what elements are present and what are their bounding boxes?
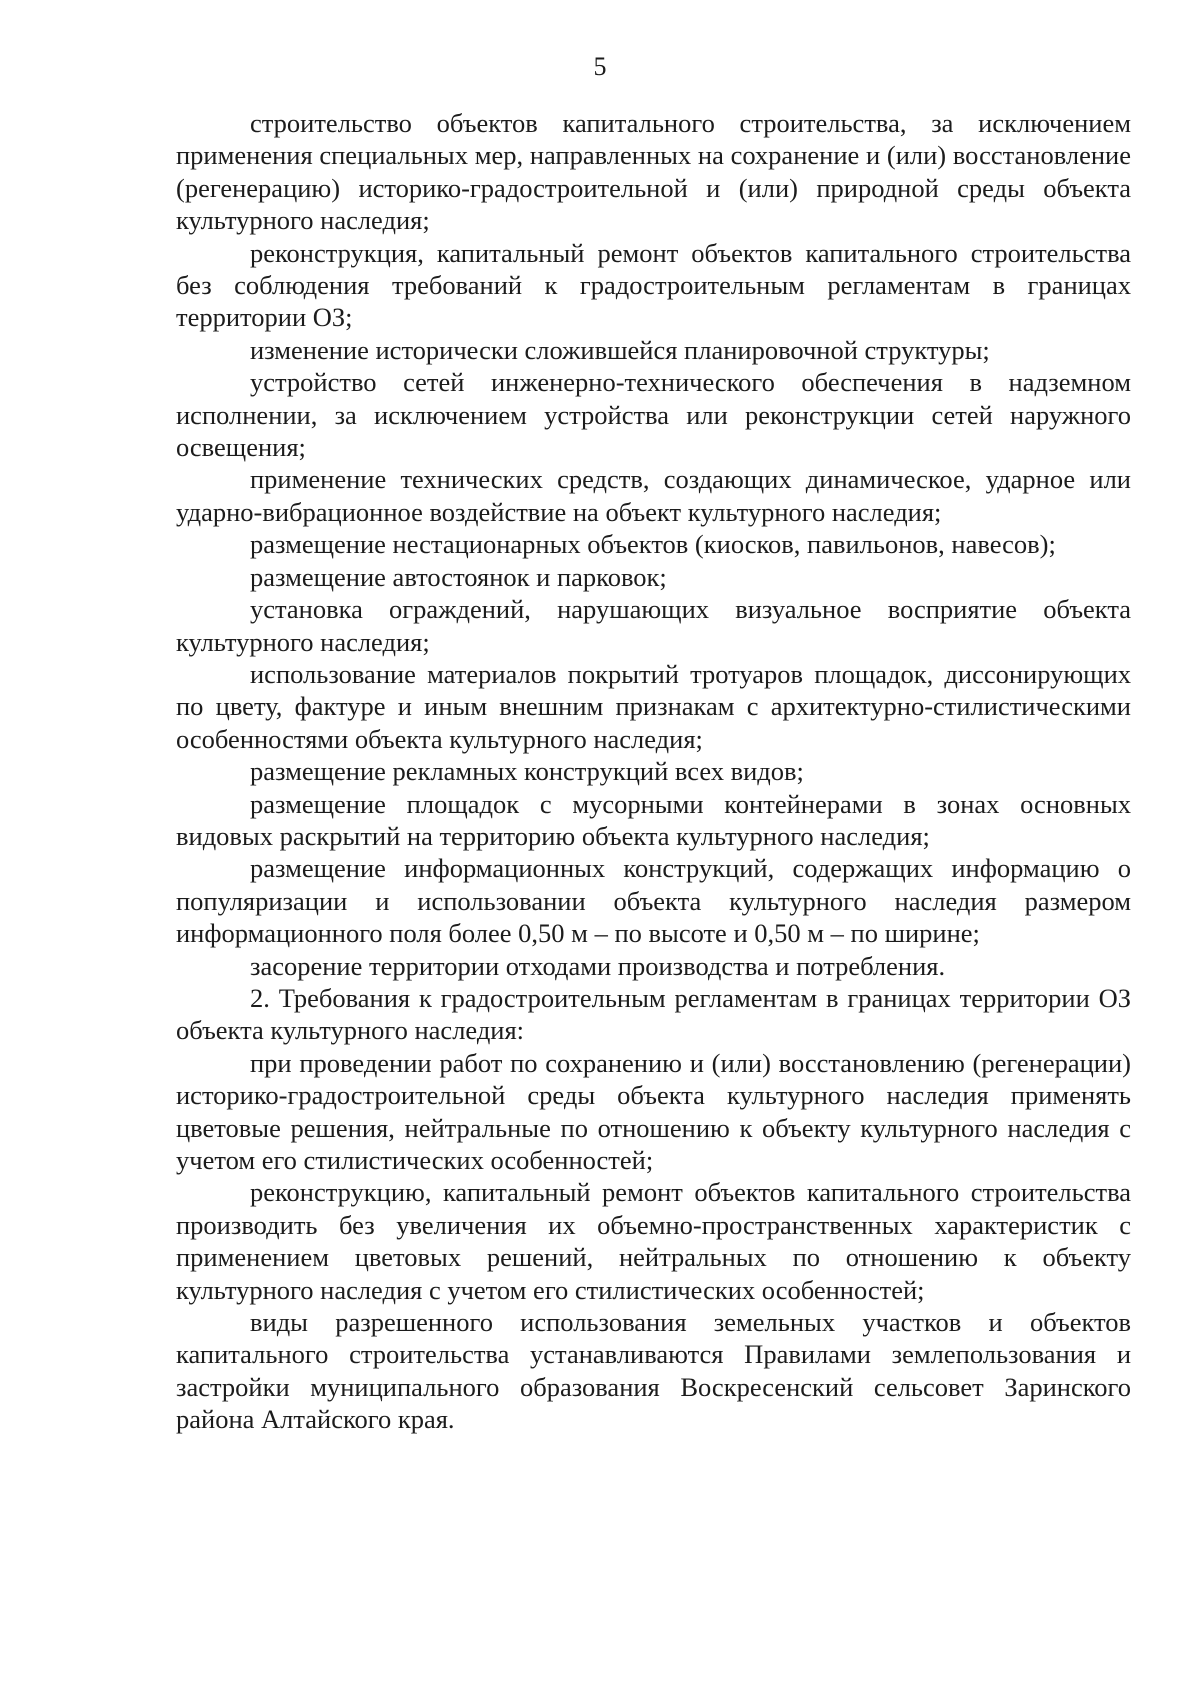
paragraph: применение технических средств, создающих динамическое, ударное или ударно-вибрационное воздействие на объект культурного наследия;	[176, 464, 1131, 527]
paragraph: реконструкция, капитальный ремонт объектов капитального строительства без соблюдения требований к градостроительным регламентам в границах территории ОЗ;	[176, 237, 1131, 333]
paragraph: размещение информационных конструкций, содержащих информацию о популяризации и использовании объекта культурного наследия размером информационного поля более 0,50 м – по высоте и 0,50 м – по ширине;	[176, 853, 1131, 949]
paragraph: установка ограждений, нарушающих визуальное восприятие объекта культурного наследия;	[176, 594, 1131, 657]
paragraph: размещение рекламных конструкций всех видов;	[250, 756, 804, 787]
section-heading-paragraph: 2. Требования к градостроительным регламентам в границах территории ОЗ объекта культурного наследия:	[176, 982, 1131, 1046]
paragraph: изменение исторически сложившейся планировочной структуры;	[250, 334, 990, 365]
page-number: 5	[593, 52, 607, 81]
paragraph: размещение нестационарных объектов (киосков, павильонов, навесов);	[250, 529, 1056, 560]
document-body	[176, 107, 1131, 1436]
paragraph: размещение автостоянок и парковок;	[250, 561, 667, 592]
paragraph: реконструкцию, капитальный ремонт объектов капитального строительства производить без увеличения их объемно-пространственных характеристик с применением цветовых решений, нейтральных по отношению к объекту культурного наследия с учетом его стилистических особенностей;	[176, 1177, 1131, 1305]
paragraph: засорение территории отходами производства и потребления.	[250, 950, 946, 981]
paragraph: размещение площадок с мусорными контейнерами в зонах основных видовых раскрытий на территорию объекта культурного наследия;	[176, 788, 1131, 851]
paragraph: строительство объектов капитального строительства, за исключением применения специальных мер, направленных на сохранение и (или) восстановление (регенерацию) историко-градостроительной и (или) природной среды объекта культурного наследия;	[176, 108, 1131, 236]
paragraph: виды разрешенного использования земельных участков и объектов капитального строительства устанавливаются Правилами землепользования и застройки муниципального образования Воскресенский сельсовет Заринского района Алтайского края.	[176, 1307, 1131, 1435]
paragraph: использование материалов покрытий тротуаров площадок, диссонирующих по цвету, фактуре и иным внешним признакам с архитектурно-стилистическими особенностями объекта культурного наследия;	[176, 658, 1131, 754]
paragraph: устройство сетей инженерно-технического обеспечения в надземном исполнении, за исключением устройства или реконструкции сетей наружного освещения;	[176, 367, 1131, 463]
paragraph: при проведении работ по сохранению и (или) восстановлению (регенерации) историко-градостроительной среды объекта культурного наследия применять цветовые решения, нейтральные по отношению к объекту культурного наследия с учетом его стилистических особенностей;	[176, 1047, 1131, 1175]
